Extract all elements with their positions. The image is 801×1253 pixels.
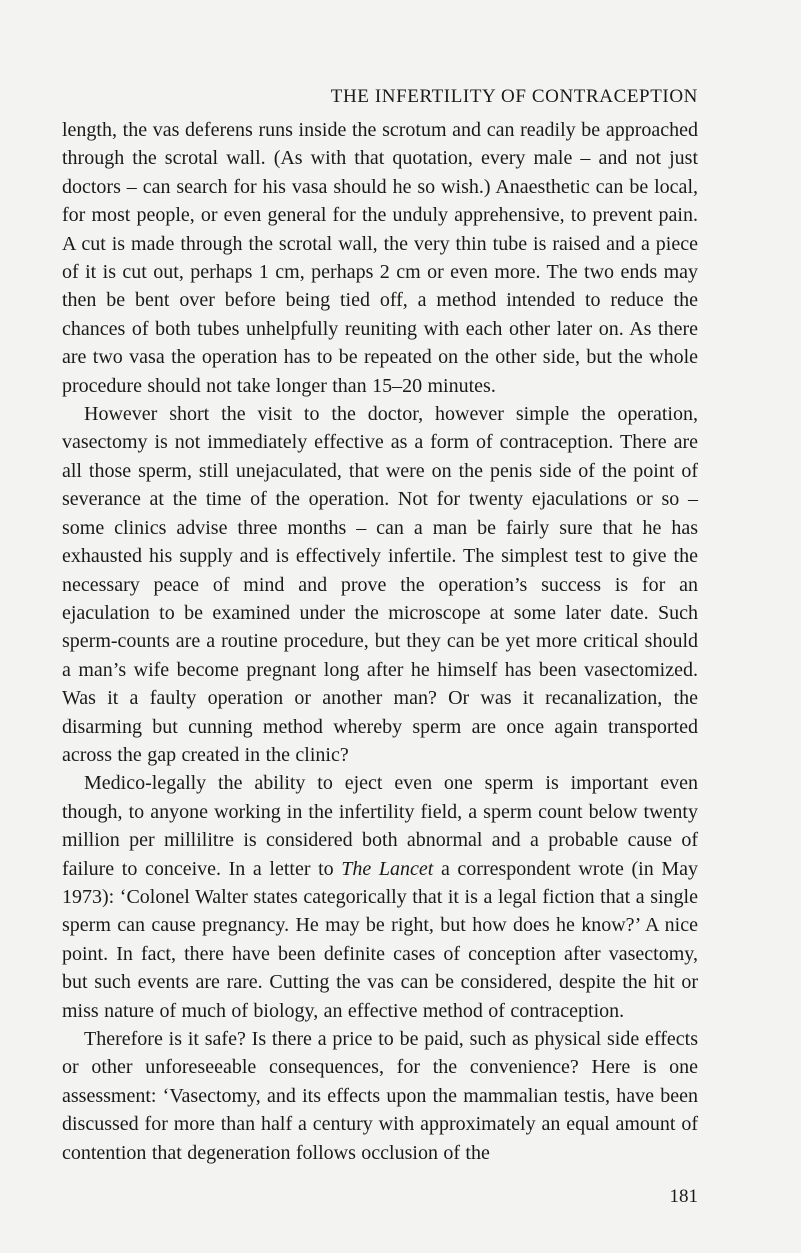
paragraph-2-text: However short the visit to the doctor, however simple the operation, vasectomy is not immediately effective as a form of contraception. There are all those sperm, still unejaculated, that were on the penis side of the point of severance at the time of the operation. Not for twenty ejaculations or so – some clinics advise three months – can a man be fairly sure that he has exhausted his supply and is effectively infertile. The simplest test to give the necessary peace of mind and prove the operation’s success is for an ejaculation to be examined under the microscope at some later date. Such sperm-counts are a routine procedure, but they can be yet more critical should a man’s wife become pregnant long after he himself has been vasectomized. Was it a faulty operation or another man? Or was it recanalization, the disarming but cunning method whereby sperm are once again transported across the gap created in the clinic? <box>62 403 698 766</box>
paragraph-3-text-b: a correspondent wrote (in May 1973): ‘Colonel Walter states categorically that it is a legal fiction that a single sperm can cause pregnancy. He may be right, but how does he know?’ A nice point. In fact, there have been definite cases of conception after vasectomy, but such events are rare. Cutting the vas can be considered, despite the hit or miss nature of much of biology, an effective method of contraception. <box>62 857 698 1022</box>
paragraph-2 <box>62 400 698 769</box>
book-page <box>62 82 698 1211</box>
paragraph-1 <box>62 116 698 400</box>
paragraph-3 <box>62 769 698 1025</box>
paragraph-3-text-a: Medico-legally the ability to eject even one sperm is important even though, to anyone working in the infertility field, a sperm count below twenty million per millilitre is considered both abnormal and a probable cause of failure to conceive. In a letter to <box>62 772 698 880</box>
running-head: THE INFERTILITY OF CONTRACEPTION <box>330 86 698 107</box>
journal-title: The Lancet <box>341 857 434 880</box>
paragraph-4-text: Therefore is it safe? Is there a price to be paid, such as physical side effects or other unforeseeable consequences, for the convenience? Here is one assessment: ‘Vasectomy, and its effects upon the mammalian testis, have been discussed for more than half a century with approximately an equal amount of contention that degeneration follows occlusion of the <box>62 1028 698 1164</box>
paragraph-1-text: length, the vas deferens runs inside the scrotum and can readily be approached through the scrotal wall. (As with that quotation, every male – and not just doctors – can search for his vasa should he so wish.) Anaesthetic can be local, for most people, or even general for the unduly apprehensive, to prevent pain. A cut is made through the scrotal wall, the very thin tube is raised and a piece of it is cut out, perhaps 1 cm, perhaps 2 cm or even more. The two ends may then be bent over before being tied off, a method intended to reduce the chances of both tubes unhelpfully reuniting with each other later on. As there are two vasa the operation has to be repeated on the other side, but the whole procedure should not take longer than 15–20 minutes. <box>62 119 698 397</box>
paragraph-4 <box>62 1025 698 1167</box>
page-number: 181 <box>669 1186 698 1208</box>
body-text <box>62 116 698 1167</box>
